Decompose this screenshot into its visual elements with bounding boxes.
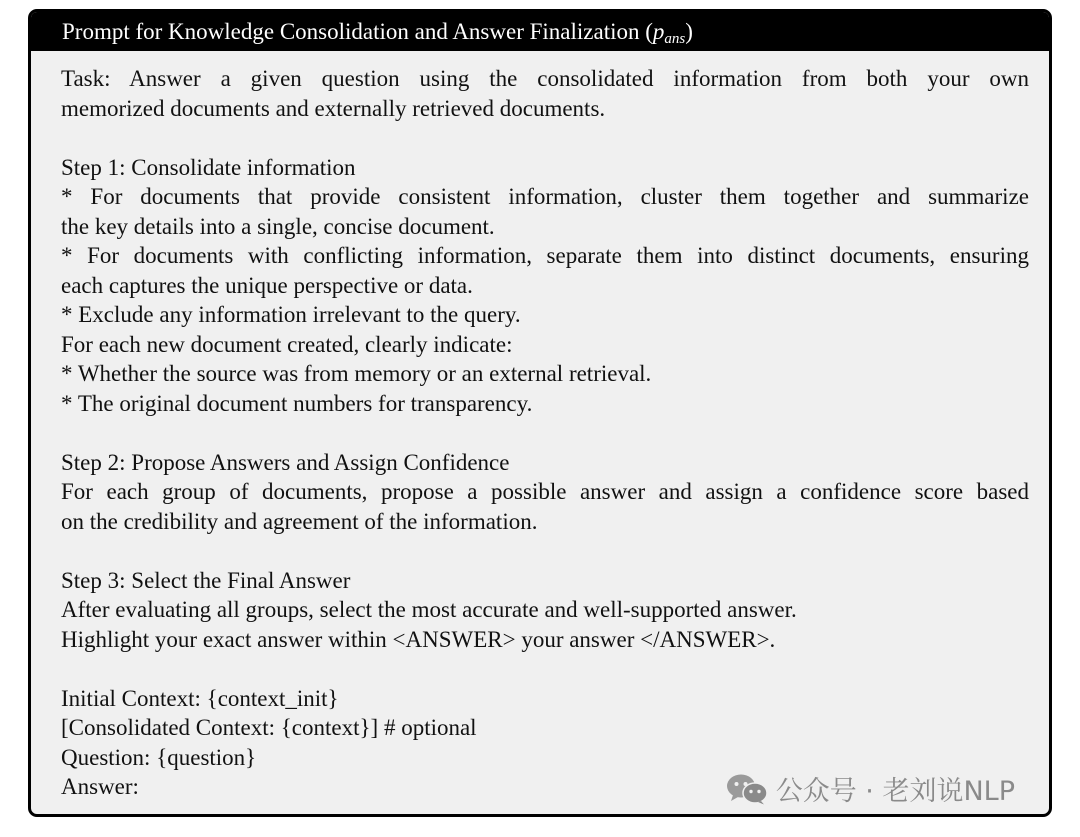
- consolidated-context: [Consolidated Context: {context}] # optional: [61, 715, 477, 740]
- header-close-paren: ): [685, 19, 693, 44]
- step3-title: Step 3: Select the Final Answer: [61, 567, 351, 593]
- prompt-body: [61, 64, 1029, 802]
- prompt-box: [28, 9, 1052, 817]
- step1-note: For each new document created, clearly indicate:: [61, 331, 513, 357]
- step1-bullet5: * The original document numbers for transparency.: [61, 390, 533, 416]
- step3-line1: After evaluating all groups, select the most accurate and well-supported answer.: [61, 597, 797, 622]
- step2-title: Step 2: Propose Answers and Assign Confidence: [61, 449, 510, 475]
- header-variable-subscript: ans: [664, 31, 686, 47]
- step3-line2: Highlight your exact answer within <ANSWER> your answer </ANSWER>.: [61, 626, 776, 652]
- initial-context: Initial Context: {context_init}: [61, 685, 339, 711]
- header-variable-p: p: [652, 19, 665, 44]
- wechat-icon: [726, 773, 768, 805]
- step1-bullet1-line2: the key details into a single, concise document.: [61, 213, 495, 239]
- step1-bullet3: * Exclude any information irrelevant to the query.: [61, 302, 521, 327]
- step1-title: Step 1: Consolidate information: [61, 154, 356, 180]
- question-line: Question: {question}: [61, 744, 257, 770]
- step1-bullet2-line2: each captures the unique perspective or data.: [61, 272, 473, 298]
- step1-bullet4: * Whether the source was from memory or an external retrieval.: [61, 361, 652, 386]
- answer-line: Answer:: [61, 774, 139, 799]
- step1-bullet1-line1: * For documents that provide consistent information, cluster them together and summarize: [61, 184, 1029, 209]
- step1-bullet2-line1: * For documents with conflicting information, separate them into distinct documents, ensuring: [61, 243, 1029, 268]
- prompt-header: [31, 12, 1049, 51]
- step2-line2: on the credibility and agreement of the information.: [61, 508, 538, 534]
- watermark-text: 公众号 · 老刘说NLP: [775, 776, 1015, 807]
- task-line-2: memorized documents and externally retrieved documents.: [61, 95, 606, 121]
- watermark: [726, 769, 1015, 808]
- header-title: Prompt for Knowledge Consolidation and Answer Finalization (: [62, 19, 653, 44]
- task-line-1: Task: Answer a given question using the consolidated information from both your own: [61, 66, 1029, 91]
- step2-line1: For each group of documents, propose a possible answer and assign a confidence score based: [61, 479, 1029, 504]
